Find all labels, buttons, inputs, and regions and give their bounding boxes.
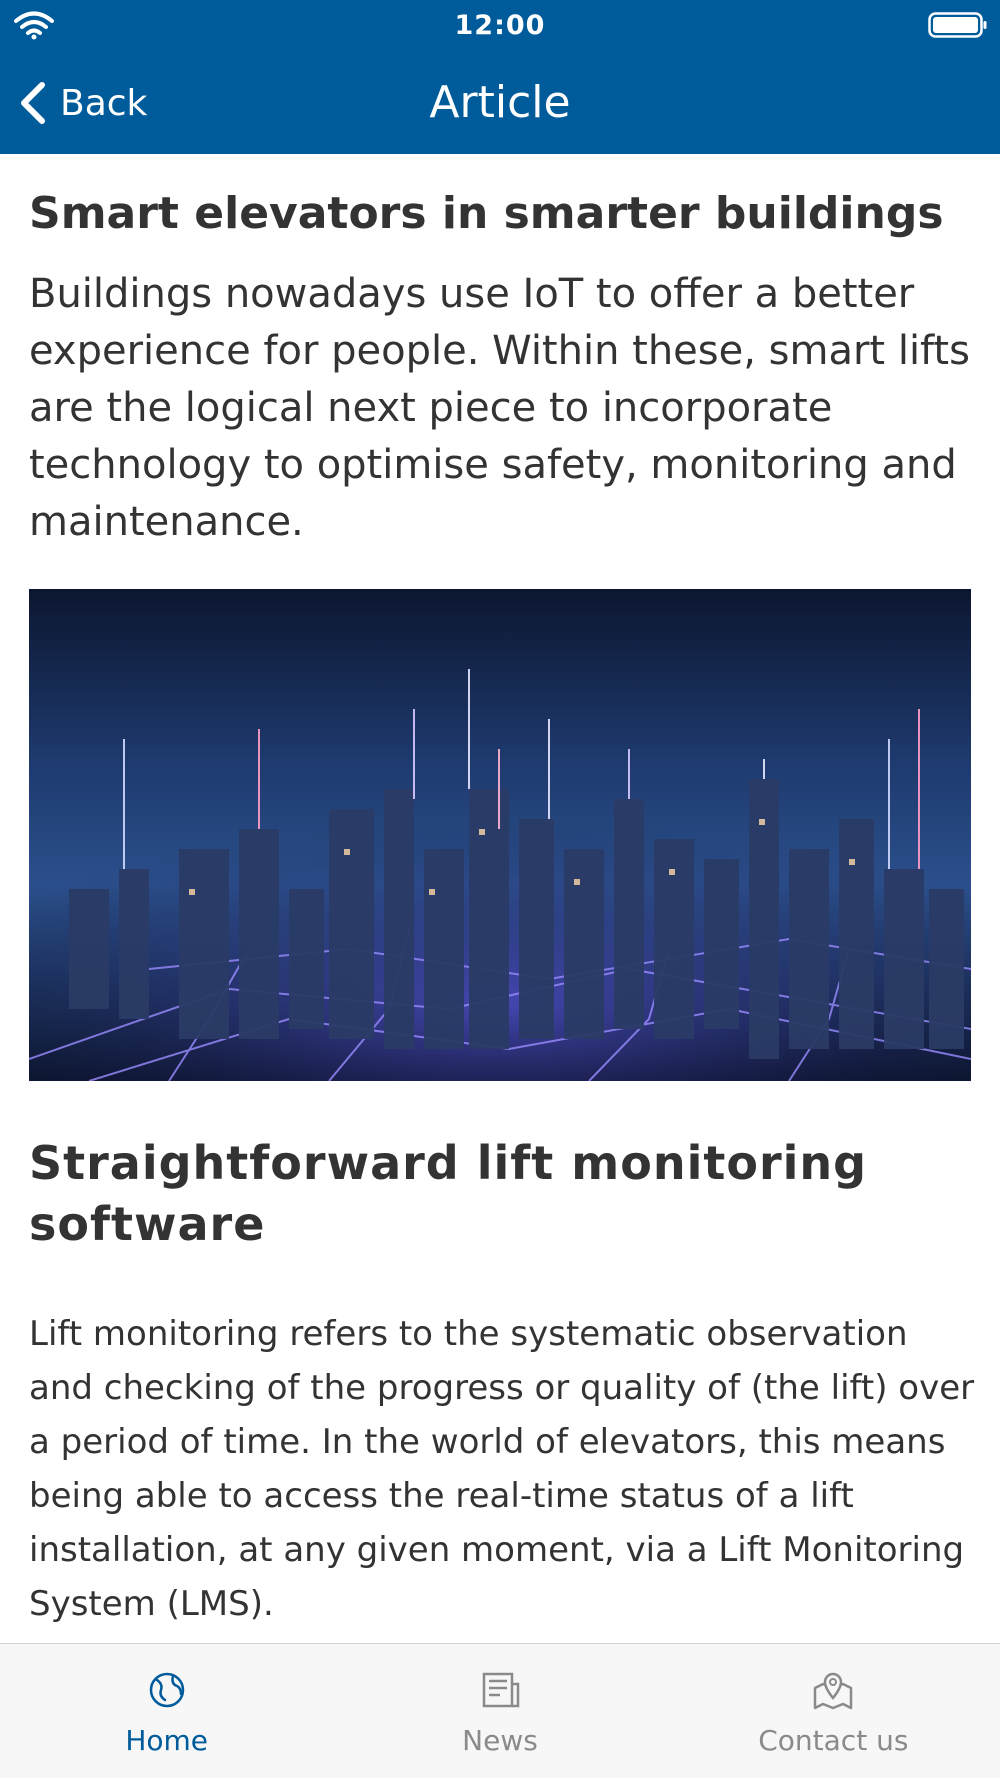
back-label: Back (60, 82, 148, 124)
smart-city-illustration (29, 589, 971, 1081)
article-hero-image (29, 589, 971, 1081)
globe-icon (145, 1668, 189, 1712)
tab-home[interactable] (0, 1644, 333, 1778)
tab-label: News (462, 1724, 538, 1757)
tab-label: Home (125, 1724, 208, 1757)
app-header (0, 0, 1000, 154)
article-body: Lift monitoring refers to the systematic observation and checking of the progress or quality of (the lift) over a period of time. In the world of elevators, this means being able to access the real-time status of a lift installation, at any given moment, via a Lift Monitoring System (LMS). (29, 1314, 975, 1624)
newspaper-icon (478, 1668, 522, 1712)
tab-bar (0, 1643, 1000, 1778)
navigation-bar (0, 66, 1000, 140)
status-time: 12:00 (454, 10, 546, 41)
status-bar (0, 0, 1000, 52)
map-pin-icon (811, 1668, 855, 1712)
tab-contact-us[interactable] (667, 1644, 1000, 1778)
battery-full-icon (928, 12, 988, 38)
tab-news[interactable] (333, 1644, 666, 1778)
tab-label: Contact us (758, 1724, 909, 1757)
article-lead: Buildings nowadays use IoT to offer a better experience for people. Within these, smart lifts are the logical next piece to incorporate technology to optimise safety, monitoring and maintenance. (29, 271, 970, 545)
page-title: Article (429, 77, 571, 128)
article-content (29, 154, 979, 1631)
article-title: Smart elevators in smarter buildings (29, 188, 944, 239)
section-heading: Straightforward lift monitoring software (29, 1136, 868, 1251)
